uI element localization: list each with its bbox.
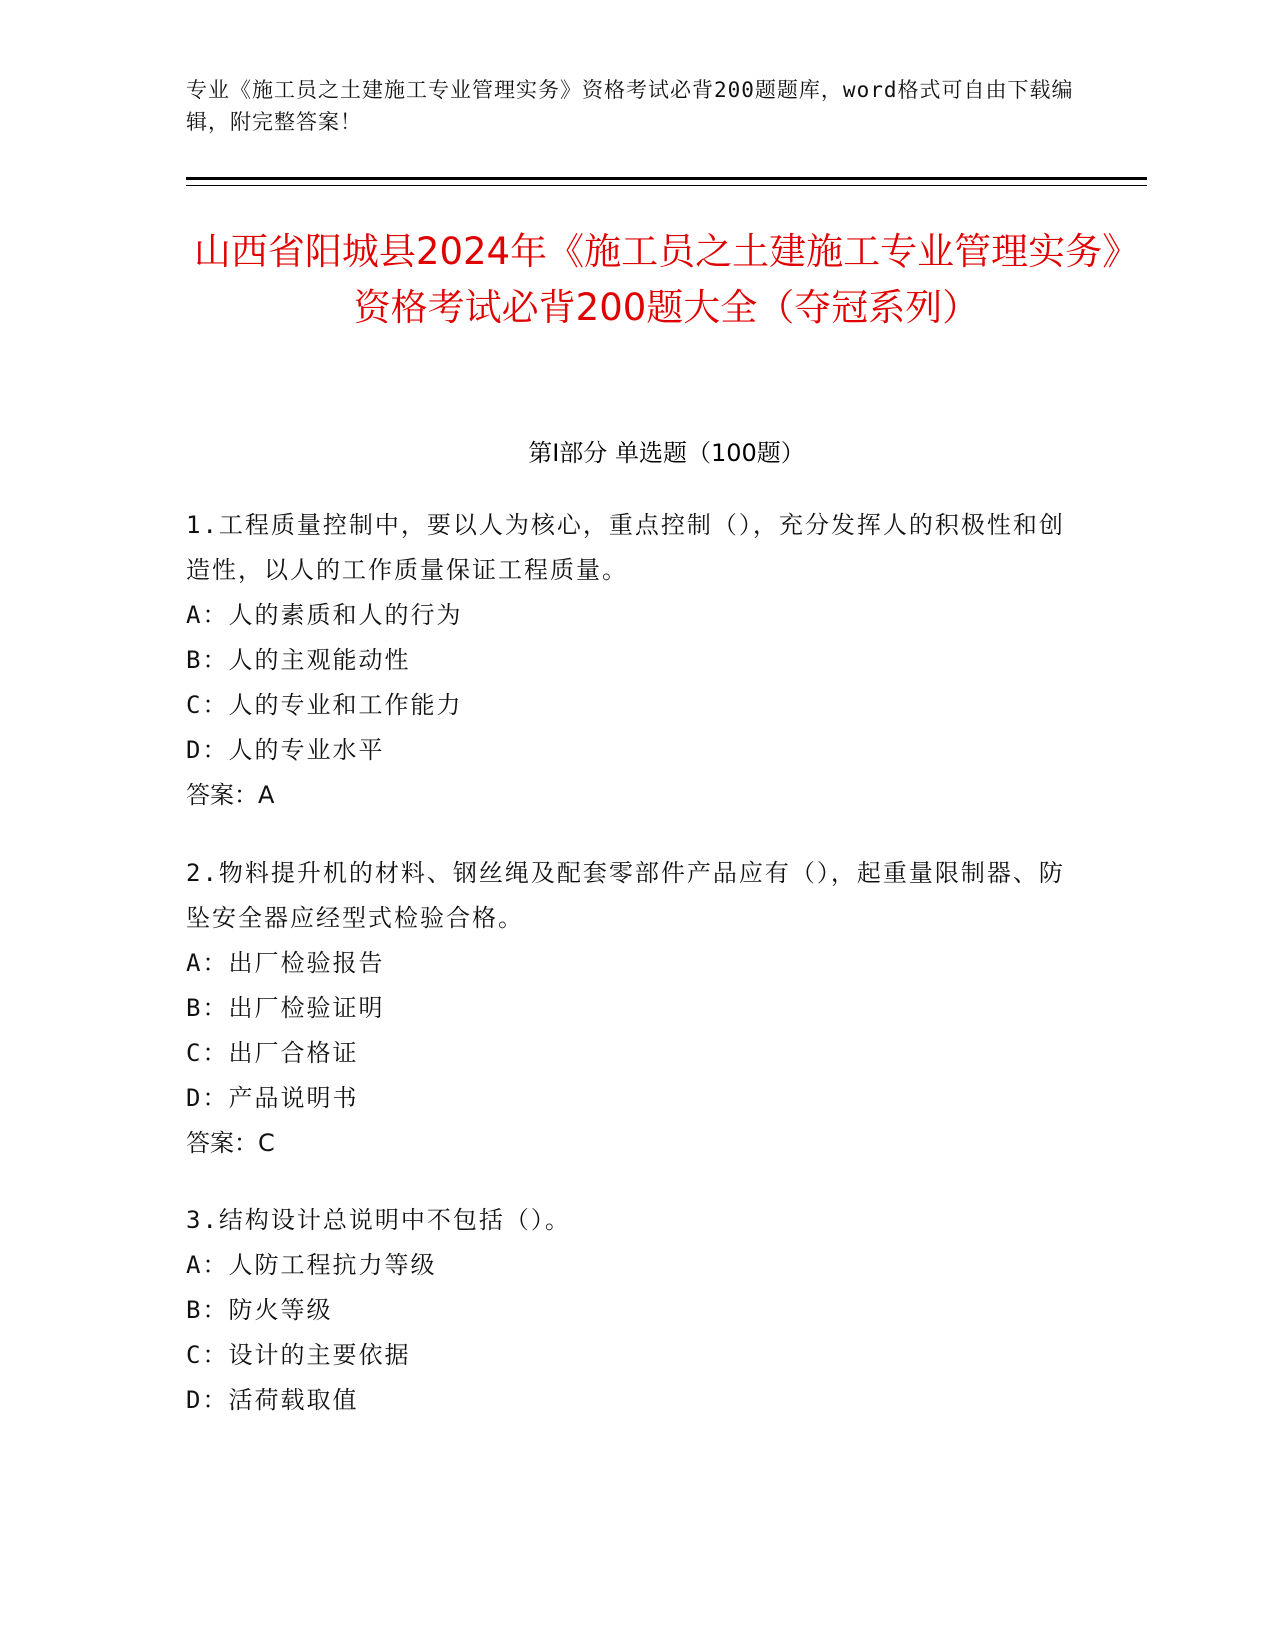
header-rule-thin [186,185,1147,186]
question-stem: 3.结构设计总说明中不包括（）。 [186,1206,571,1234]
option-b: B：出厂检验证明 [186,994,385,1022]
option-c: C：人的专业和工作能力 [186,691,463,719]
question-stem: 2.物料提升机的材料、钢丝绳及配套零部件产品应有（），起重量限制器、防坠安全器应经型式检验合格。 [186,859,1065,932]
option-a: A：人的素质和人的行为 [186,601,463,629]
option-b: B：人的主观能动性 [186,646,411,674]
question-stem: 1.工程质量控制中，要以人为核心，重点控制（），充分发挥人的积极性和创造性，以人的工作质量保证工程质量。 [186,511,1065,584]
document-title: 山西省阳城县2024年《施工员之土建施工专业管理实务》资格考试必背200题大全（夺冠系列） [193,230,1140,329]
question-1 [186,503,1066,818]
option-d: D：活荷载取值 [186,1386,359,1414]
option-d: D：人的专业水平 [186,736,385,764]
option-a: A：人防工程抗力等级 [186,1251,437,1279]
header-note: 专业《施工员之土建施工专业管理实务》资格考试必背200题题库，word格式可自由下载编辑，附完整答案！ [186,78,1074,134]
question-3 [186,1198,1066,1423]
section-title: 第Ⅰ部分 单选题（100题） [528,439,805,467]
option-b: B：防火等级 [186,1296,333,1324]
option-c: C：设计的主要依据 [186,1341,411,1369]
answer-line: 答案：A [186,781,275,809]
option-d: D：产品说明书 [186,1084,359,1112]
question-2 [186,851,1066,1166]
option-c: C：出厂合格证 [186,1039,359,1067]
option-a: A：出厂检验报告 [186,949,385,977]
answer-line: 答案：C [186,1129,275,1157]
header-rule-thick [186,177,1147,180]
